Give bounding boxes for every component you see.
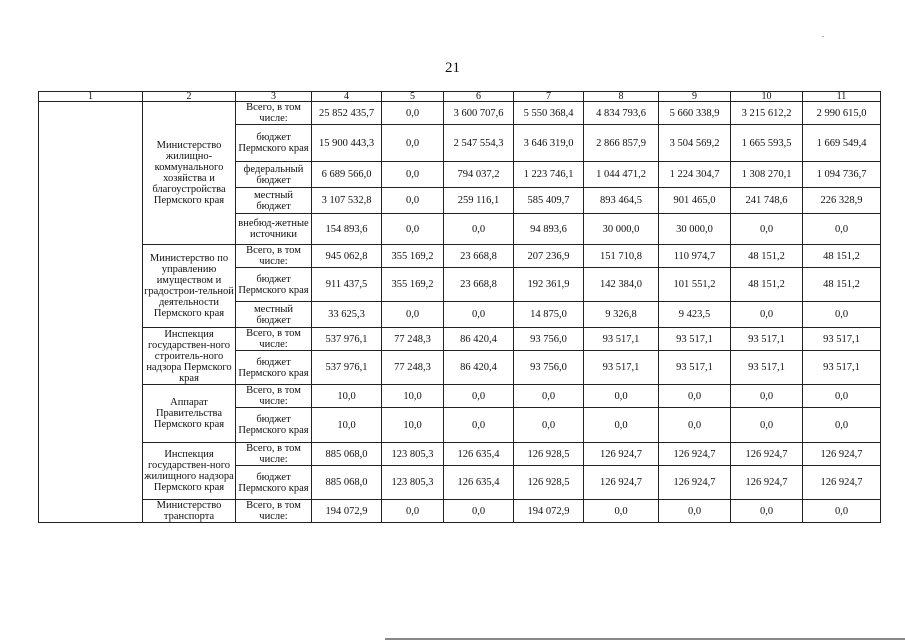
value-cell: 126 924,7 xyxy=(731,466,803,500)
value-cell: 0,0 xyxy=(382,125,444,162)
value-cell: 93 517,1 xyxy=(731,351,803,385)
value-cell: 126 924,7 xyxy=(584,443,659,466)
organization-cell: Инспекция государствен-ного строитель-ного надзора Пермского края xyxy=(143,328,236,385)
value-cell: 0,0 xyxy=(731,385,803,408)
header-cell: 6 xyxy=(444,92,514,102)
funding-source-cell: Всего, в том числе: xyxy=(236,245,312,268)
value-cell: 0,0 xyxy=(803,302,881,328)
value-cell: 101 551,2 xyxy=(659,268,731,302)
value-cell: 10,0 xyxy=(382,408,444,443)
value-cell: 30 000,0 xyxy=(659,214,731,245)
value-cell: 10,0 xyxy=(382,385,444,408)
value-cell: 885 068,0 xyxy=(312,466,382,500)
value-cell: 0,0 xyxy=(584,500,659,523)
value-cell: 0,0 xyxy=(444,302,514,328)
value-cell: 48 151,2 xyxy=(803,245,881,268)
value-cell: 123 805,3 xyxy=(382,466,444,500)
value-cell: 126 924,7 xyxy=(659,466,731,500)
value-cell: 0,0 xyxy=(659,385,731,408)
value-cell: 0,0 xyxy=(382,214,444,245)
value-cell: 126 924,7 xyxy=(803,443,881,466)
header-row xyxy=(39,92,881,102)
value-cell: 0,0 xyxy=(659,408,731,443)
value-cell: 194 072,9 xyxy=(312,500,382,523)
value-cell: 93 756,0 xyxy=(514,351,584,385)
value-cell: 77 248,3 xyxy=(382,351,444,385)
value-cell: 6 689 566,0 xyxy=(312,162,382,188)
funding-source-cell: Всего, в том числе: xyxy=(236,385,312,408)
value-cell: 86 420,4 xyxy=(444,328,514,351)
value-cell: 48 151,2 xyxy=(803,268,881,302)
value-cell: 33 625,3 xyxy=(312,302,382,328)
value-cell: 23 668,8 xyxy=(444,268,514,302)
table-row xyxy=(39,245,881,268)
value-cell: 0,0 xyxy=(584,385,659,408)
value-cell: 585 409,7 xyxy=(514,188,584,214)
value-cell: 0,0 xyxy=(444,214,514,245)
value-cell: 194 072,9 xyxy=(514,500,584,523)
value-cell: 93 517,1 xyxy=(584,351,659,385)
value-cell: 93 756,0 xyxy=(514,328,584,351)
value-cell: 893 464,5 xyxy=(584,188,659,214)
value-cell: 0,0 xyxy=(731,302,803,328)
value-cell: 93 517,1 xyxy=(731,328,803,351)
funding-source-cell: Всего, в том числе: xyxy=(236,500,312,523)
value-cell: 3 646 319,0 xyxy=(514,125,584,162)
funding-source-cell: местный бюджет xyxy=(236,188,312,214)
value-cell: 23 668,8 xyxy=(444,245,514,268)
value-cell: 1 094 736,7 xyxy=(803,162,881,188)
value-cell: 0,0 xyxy=(731,214,803,245)
page-number: 21 xyxy=(445,60,460,76)
value-cell: 0,0 xyxy=(444,385,514,408)
funding-source-cell: бюджет Пермского края xyxy=(236,466,312,500)
value-cell: 93 517,1 xyxy=(584,328,659,351)
value-cell: 126 924,7 xyxy=(803,466,881,500)
value-cell: 0,0 xyxy=(803,214,881,245)
value-cell: 901 465,0 xyxy=(659,188,731,214)
value-cell: 94 893,6 xyxy=(514,214,584,245)
value-cell: 1 669 549,4 xyxy=(803,125,881,162)
value-cell: 9 326,8 xyxy=(584,302,659,328)
value-cell: 241 748,6 xyxy=(731,188,803,214)
value-cell: 14 875,0 xyxy=(514,302,584,328)
header-cell: 9 xyxy=(659,92,731,102)
header-cell: 2 xyxy=(143,92,236,102)
value-cell: 10,0 xyxy=(312,408,382,443)
value-cell: 885 068,0 xyxy=(312,443,382,466)
value-cell: 5 660 338,9 xyxy=(659,102,731,125)
value-cell: 77 248,3 xyxy=(382,328,444,351)
value-cell: 25 852 435,7 xyxy=(312,102,382,125)
funding-source-cell: бюджет Пермского края xyxy=(236,268,312,302)
value-cell: 259 116,1 xyxy=(444,188,514,214)
organization-cell: Аппарат Правительства Пермского края xyxy=(143,385,236,443)
value-cell: 3 504 569,2 xyxy=(659,125,731,162)
value-cell: 86 420,4 xyxy=(444,351,514,385)
value-cell: 126 924,7 xyxy=(731,443,803,466)
value-cell: 0,0 xyxy=(659,500,731,523)
value-cell: 3 107 532,8 xyxy=(312,188,382,214)
organization-cell: Министерство жилищно-коммунального хозяйства и благоустройства Пермского края xyxy=(143,102,236,245)
header-cell: 1 xyxy=(39,92,143,102)
table-row xyxy=(39,443,881,466)
value-cell: 0,0 xyxy=(731,500,803,523)
value-cell: 110 974,7 xyxy=(659,245,731,268)
budget-table xyxy=(38,91,881,523)
value-cell: 0,0 xyxy=(731,408,803,443)
value-cell: 154 893,6 xyxy=(312,214,382,245)
value-cell: 93 517,1 xyxy=(659,328,731,351)
value-cell: 126 924,7 xyxy=(659,443,731,466)
value-cell: 4 834 793,6 xyxy=(584,102,659,125)
value-cell: 93 517,1 xyxy=(803,351,881,385)
value-cell: 3 600 707,6 xyxy=(444,102,514,125)
value-cell: 0,0 xyxy=(382,302,444,328)
value-cell: 142 384,0 xyxy=(584,268,659,302)
funding-source-cell: Всего, в том числе: xyxy=(236,102,312,125)
header-cell: 3 xyxy=(236,92,312,102)
value-cell: 151 710,8 xyxy=(584,245,659,268)
column-1-empty-cell xyxy=(39,102,143,523)
funding-source-cell: бюджет Пермского края xyxy=(236,125,312,162)
value-cell: 207 236,9 xyxy=(514,245,584,268)
header-cell: 7 xyxy=(514,92,584,102)
value-cell: 945 062,8 xyxy=(312,245,382,268)
funding-source-cell: Всего, в том числе: xyxy=(236,328,312,351)
funding-source-cell: внебюд-жетные источники xyxy=(236,214,312,245)
value-cell: 794 037,2 xyxy=(444,162,514,188)
scan-speck xyxy=(822,36,824,37)
value-cell: 0,0 xyxy=(382,188,444,214)
value-cell: 537 976,1 xyxy=(312,351,382,385)
value-cell: 2 990 615,0 xyxy=(803,102,881,125)
funding-source-cell: Всего, в том числе: xyxy=(236,443,312,466)
value-cell: 537 976,1 xyxy=(312,328,382,351)
organization-cell: Инспекция государствен-ного жилищного надзора Пермского края xyxy=(143,443,236,500)
value-cell: 355 169,2 xyxy=(382,245,444,268)
value-cell: 2 547 554,3 xyxy=(444,125,514,162)
value-cell: 1 223 746,1 xyxy=(514,162,584,188)
value-cell: 15 900 443,3 xyxy=(312,125,382,162)
funding-source-cell: местный бюджет xyxy=(236,302,312,328)
value-cell: 93 517,1 xyxy=(659,351,731,385)
value-cell: 0,0 xyxy=(382,162,444,188)
value-cell: 126 635,4 xyxy=(444,466,514,500)
value-cell: 126 928,5 xyxy=(514,466,584,500)
funding-source-cell: бюджет Пермского края xyxy=(236,408,312,443)
value-cell: 0,0 xyxy=(803,500,881,523)
value-cell: 192 361,9 xyxy=(514,268,584,302)
value-cell: 123 805,3 xyxy=(382,443,444,466)
header-cell: 5 xyxy=(382,92,444,102)
header-cell: 10 xyxy=(731,92,803,102)
value-cell: 0,0 xyxy=(584,408,659,443)
value-cell: 2 866 857,9 xyxy=(584,125,659,162)
value-cell: 48 151,2 xyxy=(731,245,803,268)
value-cell: 93 517,1 xyxy=(803,328,881,351)
header-cell: 11 xyxy=(803,92,881,102)
value-cell: 0,0 xyxy=(514,408,584,443)
header-cell: 4 xyxy=(312,92,382,102)
value-cell: 1 044 471,2 xyxy=(584,162,659,188)
value-cell: 126 635,4 xyxy=(444,443,514,466)
value-cell: 3 215 612,2 xyxy=(731,102,803,125)
value-cell: 126 924,7 xyxy=(584,466,659,500)
value-cell: 126 928,5 xyxy=(514,443,584,466)
value-cell: 0,0 xyxy=(444,500,514,523)
value-cell: 1 224 304,7 xyxy=(659,162,731,188)
table-row xyxy=(39,328,881,351)
value-cell: 48 151,2 xyxy=(731,268,803,302)
table-row xyxy=(39,500,881,523)
value-cell: 9 423,5 xyxy=(659,302,731,328)
funding-source-cell: бюджет Пермского края xyxy=(236,351,312,385)
value-cell: 0,0 xyxy=(514,385,584,408)
value-cell: 30 000,0 xyxy=(584,214,659,245)
value-cell: 911 437,5 xyxy=(312,268,382,302)
value-cell: 355 169,2 xyxy=(382,268,444,302)
header-cell: 8 xyxy=(584,92,659,102)
value-cell: 10,0 xyxy=(312,385,382,408)
value-cell: 0,0 xyxy=(444,408,514,443)
value-cell: 1 665 593,5 xyxy=(731,125,803,162)
value-cell: 226 328,9 xyxy=(803,188,881,214)
organization-cell: Министерство транспорта xyxy=(143,500,236,523)
value-cell: 0,0 xyxy=(803,408,881,443)
value-cell: 0,0 xyxy=(803,385,881,408)
organization-cell: Министерство по управлению имуществом и градострои-тельной деятельности Пермского края xyxy=(143,245,236,328)
table-row xyxy=(39,102,881,125)
value-cell: 5 550 368,4 xyxy=(514,102,584,125)
value-cell: 1 308 270,1 xyxy=(731,162,803,188)
funding-source-cell: федеральный бюджет xyxy=(236,162,312,188)
value-cell: 0,0 xyxy=(382,102,444,125)
table-row xyxy=(39,385,881,408)
value-cell: 0,0 xyxy=(382,500,444,523)
